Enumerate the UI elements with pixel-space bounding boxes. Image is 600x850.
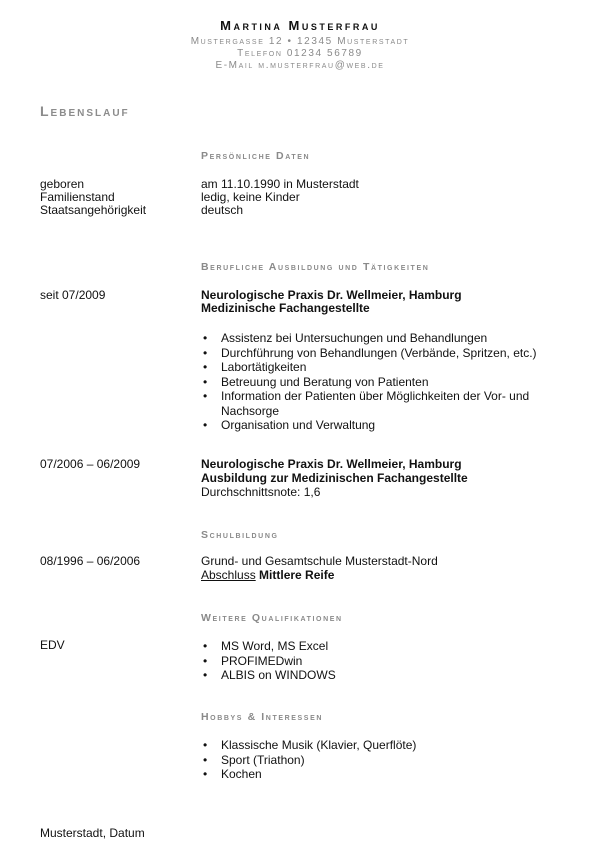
value-birth: am 11.10.1990 in Musterstadt xyxy=(201,177,359,191)
career-entry-employer: Neurologische Praxis Dr. Wellmeier, Hamburg xyxy=(201,457,462,471)
school-degree xyxy=(201,569,334,583)
list-item: • MS Word, MS Excel xyxy=(201,639,561,654)
hobbies-list xyxy=(201,738,561,782)
section-heading-personal: Persönliche Daten xyxy=(201,150,311,162)
section-heading-hobbies: Hobbys & Interessen xyxy=(201,711,323,723)
list-item: • Klassische Musik (Klavier, Querflöte) xyxy=(201,738,561,753)
email-line: E-Mail m.musterfrau@web.de xyxy=(215,60,385,71)
applicant-name: Martina Musterfrau xyxy=(220,18,380,33)
career-entry-grade: Durchschnittsnote: 1,6 xyxy=(201,485,321,499)
list-item: • ALBIS on WINDOWS xyxy=(201,668,561,683)
value-marital-status: ledig, keine Kinder xyxy=(201,190,300,204)
list-item: • Durchführung von Behandlungen (Verbände, Spritzen, etc.) xyxy=(201,346,561,361)
qualifications-list xyxy=(201,639,561,683)
address-line: Mustergasse 12 • 12345 Musterstadt xyxy=(190,36,410,47)
degree-name: Mittlere Reife xyxy=(259,568,335,582)
list-item: • Betreuung und Beratung von Patienten xyxy=(201,375,561,390)
school-name: Grund- und Gesamtschule Musterstadt-Nord xyxy=(201,554,438,568)
section-heading-qualifications: Weitere Qualifikationen xyxy=(201,612,343,624)
list-item: • Information der Patienten über Möglichkeiten der Vor- und Nachsorge xyxy=(201,389,541,418)
label-nationality: Staatsangehörigkeit xyxy=(40,203,147,217)
career-entry-role: Medizinische Fachangestellte xyxy=(201,301,370,315)
qualifications-label: EDV xyxy=(40,638,65,652)
career-entry-role: Ausbildung zur Medizinischen Fachangestellte xyxy=(201,471,468,485)
place-date: Musterstadt, Datum xyxy=(40,826,145,840)
career-entry-date: seit 07/2009 xyxy=(40,288,106,302)
school-date: 08/1996 – 06/2006 xyxy=(40,554,141,568)
phone-line: Telefon 01234 56789 xyxy=(237,48,363,59)
section-heading-school: Schulbildung xyxy=(201,529,279,541)
list-item: • Kochen xyxy=(201,767,561,782)
list-item: • Assistenz bei Untersuchungen und Behandlungen xyxy=(201,331,561,346)
document-title: Lebenslauf xyxy=(40,103,130,119)
career-entry-date: 07/2006 – 06/2009 xyxy=(40,457,141,471)
degree-prefix: Abschluss xyxy=(201,568,256,582)
label-marital-status: Familienstand xyxy=(40,190,115,204)
section-heading-career: Berufliche Ausbildung und Tätigkeiten xyxy=(201,261,430,273)
career-entry-employer: Neurologische Praxis Dr. Wellmeier, Hamburg xyxy=(201,288,462,302)
task-list xyxy=(201,331,561,433)
label-birth: geboren xyxy=(40,177,85,191)
value-nationality: deutsch xyxy=(201,203,244,217)
list-item: • PROFIMEDwin xyxy=(201,654,561,669)
list-item: • Labortätigkeiten xyxy=(201,360,561,375)
list-item: • Organisation und Verwaltung xyxy=(201,418,561,433)
list-item: • Sport (Triathon) xyxy=(201,753,561,768)
